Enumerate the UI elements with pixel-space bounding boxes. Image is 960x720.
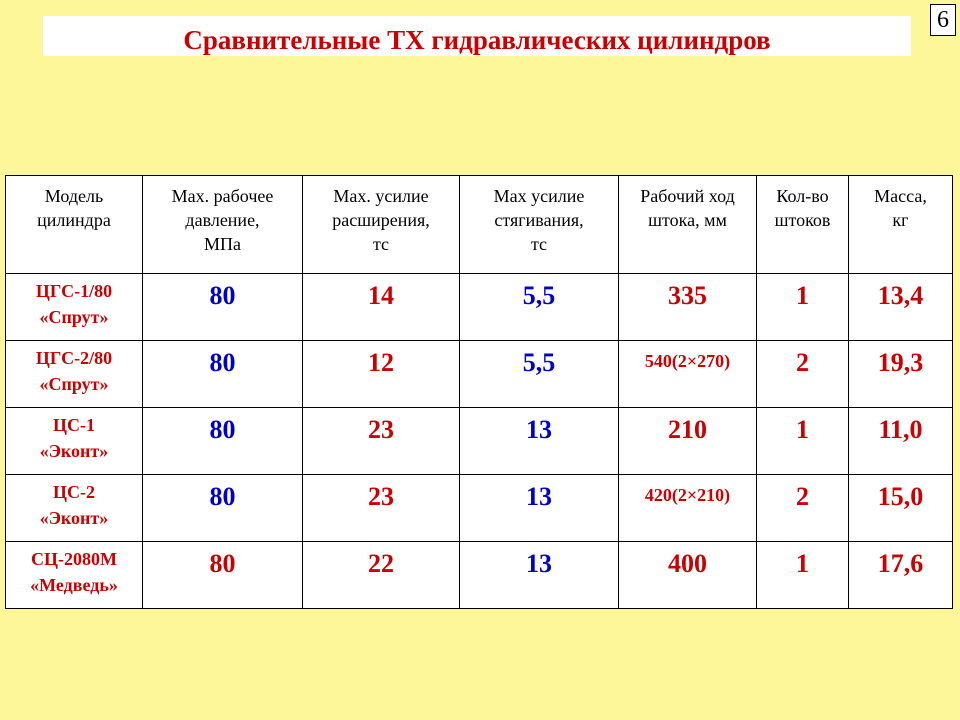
header-pressure: Мах. рабочее давление, МПа <box>143 176 303 274</box>
mass-cell: 13,4 <box>849 274 953 341</box>
pressure-cell: 80 <box>143 341 303 408</box>
contract-force-cell: 5,5 <box>460 341 619 408</box>
expand-force-cell: 14 <box>303 274 460 341</box>
model-cell: СЦ-2080М «Медведь» <box>6 542 143 609</box>
stroke-cell: 420(2×210) <box>619 475 757 542</box>
contract-force-cell: 13 <box>460 408 619 475</box>
rods-cell: 1 <box>757 408 849 475</box>
pressure-cell: 80 <box>143 475 303 542</box>
header-mass: Масса, кг <box>849 176 953 274</box>
rods-cell: 2 <box>757 475 849 542</box>
table-row <box>6 274 953 341</box>
mass-cell: 11,0 <box>849 408 953 475</box>
model-cell: ЦГС-1/80 «Спрут» <box>6 274 143 341</box>
model-cell: ЦС-1 «Эконт» <box>6 408 143 475</box>
header-row <box>6 176 953 274</box>
table-row <box>6 341 953 408</box>
stroke-cell: 540(2×270) <box>619 341 757 408</box>
mass-cell: 15,0 <box>849 475 953 542</box>
mass-cell: 19,3 <box>849 341 953 408</box>
model-cell: ЦГС-2/80 «Спрут» <box>6 341 143 408</box>
table-row <box>6 475 953 542</box>
pressure-cell: 80 <box>143 542 303 609</box>
rods-cell: 1 <box>757 542 849 609</box>
contract-force-cell: 5,5 <box>460 274 619 341</box>
stroke-cell: 335 <box>619 274 757 341</box>
header-expand-force: Мах. усилие расширения, тс <box>303 176 460 274</box>
pressure-cell: 80 <box>143 274 303 341</box>
header-rods: Кол-во штоков <box>757 176 849 274</box>
rods-cell: 2 <box>757 341 849 408</box>
header-stroke: Рабочий ход штока, мм <box>619 176 757 274</box>
header-model: Модель цилиндра <box>6 176 143 274</box>
stroke-cell: 400 <box>619 542 757 609</box>
expand-force-cell: 23 <box>303 475 460 542</box>
mass-cell: 17,6 <box>849 542 953 609</box>
cylinder-comparison-table <box>5 175 953 609</box>
contract-force-cell: 13 <box>460 542 619 609</box>
stroke-cell: 210 <box>619 408 757 475</box>
contract-force-cell: 13 <box>460 475 619 542</box>
expand-force-cell: 12 <box>303 341 460 408</box>
table-row <box>6 542 953 609</box>
expand-force-cell: 22 <box>303 542 460 609</box>
header-contract-force: Мах усилие стягивания, тс <box>460 176 619 274</box>
table-row <box>6 408 953 475</box>
page-title: Сравнительные ТХ гидравлических цилиндров <box>183 25 771 55</box>
model-cell: ЦС-2 «Эконт» <box>6 475 143 542</box>
expand-force-cell: 23 <box>303 408 460 475</box>
pressure-cell: 80 <box>143 408 303 475</box>
rods-cell: 1 <box>757 274 849 341</box>
page-number: 6 <box>930 4 956 36</box>
